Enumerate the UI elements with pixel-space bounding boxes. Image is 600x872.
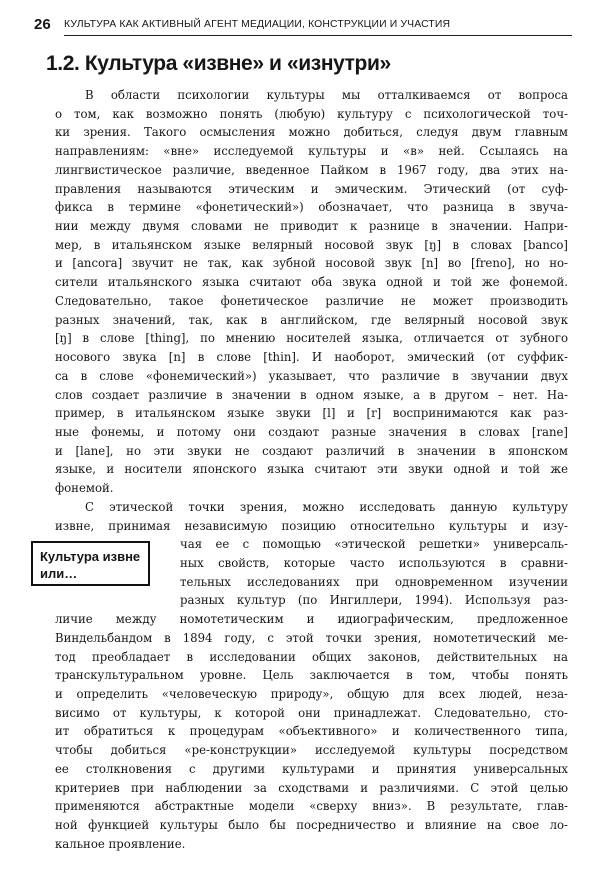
text-line: о том, как возможно понять (любую) культуру с психологической точ- <box>55 106 568 121</box>
text-line: В области психологии культуры мы отталкиваемся от вопроса <box>85 88 568 102</box>
text-line: [ŋ] в слове [thing], по мнению носителей языка, отличается от зубного <box>55 331 568 346</box>
text-line: носового звука [n] в слове [thin]. И наоборот, эмический (от суффик- <box>55 350 568 365</box>
text-line: и [ancora] звучит не так, как зубной носовой звук [n] во [freno], но но- <box>55 256 568 271</box>
text-line: извне, принимая независимую позицию относительно культуры и изу- <box>55 518 568 533</box>
text-line: направлениям: «вне» исследуемой культуры и «в» ней. Ссылаясь на <box>55 144 568 159</box>
text-line: тод преобладает в исследовании общих законов, действительных на <box>55 649 568 664</box>
text-line: личие между номотетическим и идиографическим, предложенное <box>55 612 568 627</box>
text-line: языке, и носители японского языка считают эти звуки одной и той же <box>55 462 568 477</box>
running-title: КУЛЬТУРА КАК АКТИВНЫЙ АГЕНТ МЕДИАЦИИ, КОНСТРУКЦИИ И УЧАСТИЯ <box>64 19 451 30</box>
text-line: тельных исследованиях при одновременном изучении <box>180 574 568 589</box>
text-line: и определить «человеческую природу», общую для всех людей, неза- <box>55 687 568 701</box>
header-rule <box>64 35 572 36</box>
running-head <box>34 15 574 37</box>
text-line: чая ее с помощью «этической решетки» универсаль- <box>180 537 568 552</box>
text-line: ные фонемы, и потому они создают разные значения в словах [rane] <box>55 424 568 439</box>
text-line: Виндельбандом в 1894 году, с этой точки зрения, номотетический ме- <box>55 630 568 645</box>
text-line: чтобы добиться «ре-конструкции» исследуемой культуры посредством <box>55 743 568 758</box>
text-line: лингвистическое различие, введенное Пайком в 1967 году, два этих на- <box>55 162 568 177</box>
text-line: са в слове «фонемический») указывает, что различие в звучании двух <box>55 368 568 383</box>
text-line: фикса в термине «фонетический») обозначает, что разница в звуча- <box>55 200 568 215</box>
margin-note-box <box>31 541 150 586</box>
text-line: фонемой. <box>55 481 114 496</box>
body-text <box>55 86 568 853</box>
text-line: ее столкновения с другими культурами и принятия универсальных <box>55 761 568 776</box>
text-line: разных значений, так, как в английском, где велярный носовой звук <box>55 312 568 327</box>
text-line: применяются абстрактные модели «сверху вниз». В результате, глав- <box>55 799 568 814</box>
text-line: разных культур (по Ингиллери, 1994). Используя раз- <box>180 593 568 608</box>
text-line: ной функцией культуры было бы посредничество и влияние на свое ло- <box>55 818 568 833</box>
section-title: 1.2. Культура «извне» и «изнутри» <box>46 52 391 75</box>
margin-note-line: или… <box>40 566 78 581</box>
text-line: ит обратиться к процедурам «объективного» и количественного типа, <box>55 724 568 739</box>
text-line: критериев при наблюдении за сходствами и различиями. С этой целью <box>55 780 568 795</box>
text-line: ных свойств, которые часто используются в сравни- <box>180 555 568 570</box>
margin-note-line: Культура извне <box>40 549 141 564</box>
page-number: 26 <box>34 16 51 33</box>
text-line: сители итальянского языка считают оба звука одной и той же фонемой. <box>55 275 568 290</box>
paragraph-1 <box>55 86 568 498</box>
text-line: мер, в итальянском языке велярный носовой звук [ŋ] в словах [banco] <box>55 237 568 252</box>
text-line: и [lane], но эти звуки не создают различий в значении в японском <box>55 443 568 458</box>
text-line: висимо от культуры, к которой они принадлежат. Следовательно, сто- <box>55 705 568 720</box>
text-line: кальное проявление. <box>55 836 186 851</box>
text-line: пример, в итальянском языке звуки [l] и [r] воспринимаются как раз- <box>55 406 568 421</box>
text-line: ки зрения. Такого осмысления можно добиться, следуя двум главным <box>55 125 568 140</box>
text-line: правления называются этическим и эмическим. Этический (от суф- <box>55 181 568 196</box>
text-line: С этической точки зрения, можно исследовать данную культуру <box>85 499 568 514</box>
text-line: Следовательно, такое фонетическое различие не может производить <box>55 293 568 308</box>
text-line: слов создает различие в значении в одном языке, а в другом – нет. На- <box>55 387 568 402</box>
text-line: нии между двумя словами не приводит к разнице в значении. Напри- <box>55 219 568 234</box>
text-line: транскультуральном уровне. Цель заключается в том, чтобы понять <box>55 668 568 683</box>
